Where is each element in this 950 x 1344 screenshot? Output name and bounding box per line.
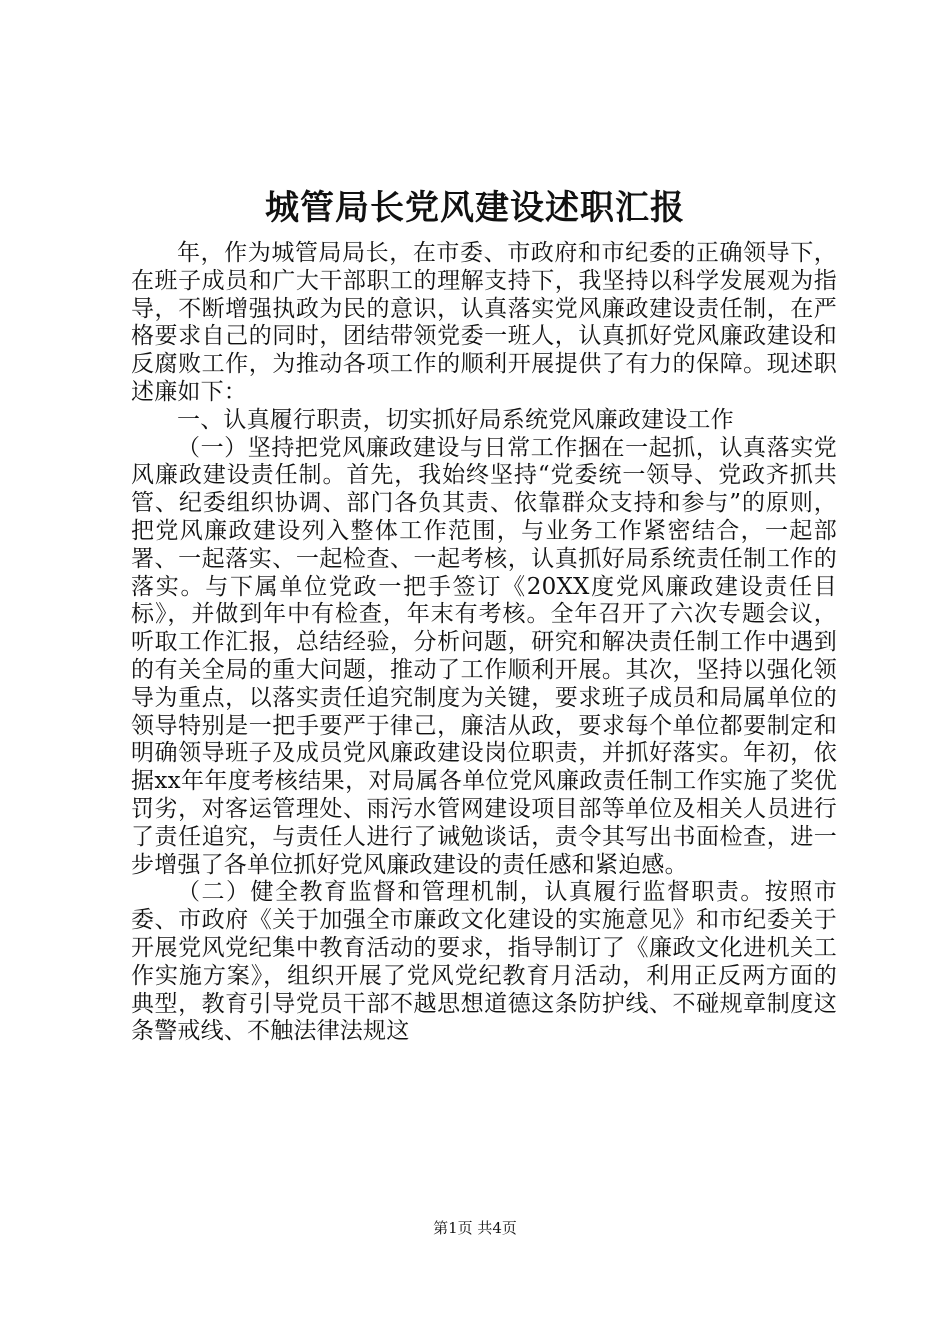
document-body: [131, 240, 837, 1046]
section-heading-1: 一、认真履行职责，切实抓好局系统党风廉政建设工作: [177, 406, 734, 433]
paragraph-intro: 年，作为城管局局长，在市委、市政府和市纪委的正确领导下，在班子成员和广大干部职工的理解支持下，我坚持以科学发展观为指导，不断增强执政为民的意识，认真落实党风廉政建设责任制，在严格要求自己的同时，团结带领党委一班人，认真抓好党风廉政建设和反腐败工作，为推动各项工作的顺利开展提供了有力的保障。现述职述廉如下：: [131, 240, 837, 405]
page-number-footer: 第1页 共4页: [433, 1219, 517, 1237]
document-title: 城管局长党风建设述职汇报: [265, 188, 685, 228]
paragraph-subsection-2: （二）健全教育监督和管理机制，认真履行监督职责。按照市委、市政府《关于加强全市廉政文化建设的实施意见》和市纪委关于开展党风党纪集中教育活动的要求，指导制订了《廉政文化进机关工作实施方案》，组织开展了党风党纪教育月活动，利用正反两方面的典型，教育引导党员干部不越思想道德这条防护线、不碰规章制度这条警戒线、不触法律法规这: [131, 879, 837, 1045]
paragraph-subsection-1: （一）坚持把党风廉政建设与日常工作捆在一起抓，认真落实党风廉政建设责任制。首先，我始终坚持“党委统一领导、党政齐抓共管、纪委组织协调、部门各负其责、依靠群众支持和参与”的原则，把党风廉政建设列入整体工作范围，与业务工作紧密结合，一起部署、一起落实、一起检查、一起考核，认真抓好局系统责任制工作的落实。与下属单位党政一把手签订《20XX度党风廉政建设责任目标》，并做到年中有检查，年末有考核。全年召开了六次专题会议，听取工作汇报，总结经验，分析问题，研究和解决责任制工作中遇到的有关全局的重大问题，推动了工作顺利开展。其次，坚持以强化领导为重点，以落实责任追究制度为关键，要求班子成员和局属单位的领导特别是一把手要严于律己，廉洁从政，要求每个单位都要制定和明确领导班子及成员党风廉政建设岗位职责，并抓好落实。年初，依据xx年年度考核结果，对局属各单位党风廉政责任制工作实施了奖优罚劣，对客运管理处、雨污水管网建设项目部等单位及相关人员进行了责任追究，与责任人进行了诫勉谈话，责令其写出书面检查，进一步增强了各单位抓好党风廉政建设的责任感和紧迫感。: [131, 434, 837, 878]
